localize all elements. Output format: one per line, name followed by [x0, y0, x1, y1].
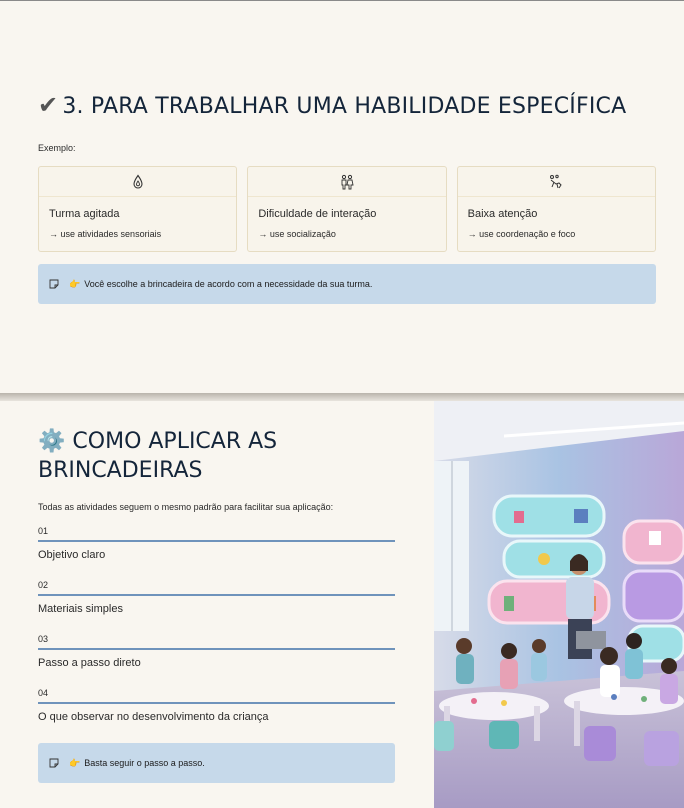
- card-baixa-atencao: [457, 166, 656, 252]
- note-icon: [49, 758, 59, 768]
- example-cards: [38, 166, 656, 252]
- card-dificuldade-interacao: [247, 166, 446, 252]
- note-text: 👉 Você escolhe a brincadeira de acordo com a necessidade da sua turma.: [69, 278, 373, 289]
- slide-title: ⚙️ COMO APLICAR AS BRINCADEIRAS: [38, 429, 278, 483]
- classroom-image: [434, 401, 684, 808]
- gear-icon: ⚙️: [38, 429, 66, 454]
- step-label: Objetivo claro: [38, 549, 106, 561]
- example-label: Exemplo:: [38, 143, 76, 153]
- step-item: [38, 688, 395, 723]
- step-item: [38, 580, 395, 615]
- slide-como-aplicar: [0, 401, 684, 808]
- step-label: Materiais simples: [38, 603, 123, 615]
- step-number: 02: [38, 580, 49, 590]
- pointing-hand-icon: 👉: [69, 757, 81, 768]
- card-title: Baixa atenção: [467, 208, 538, 220]
- card-subtitle: → use socialização: [258, 229, 336, 239]
- card-title: Turma agitada: [49, 208, 120, 220]
- pointing-hand-icon: 👉: [69, 278, 81, 289]
- slide-habilidade: [0, 0, 684, 393]
- step-label: O que observar no desenvolvimento da criança: [38, 711, 269, 723]
- check-mark-icon: ✔: [38, 91, 59, 119]
- note-callout: [38, 264, 656, 304]
- droplet-icon: [130, 174, 146, 190]
- step-number: 01: [38, 526, 49, 536]
- step-divider: [38, 648, 395, 650]
- slide-title: ✔ 3. PARA TRABALHAR UMA HABILIDADE ESPECÍFICA: [38, 91, 627, 119]
- step-item: [38, 526, 395, 561]
- step-divider: [38, 702, 395, 704]
- note-icon: [49, 279, 59, 289]
- intro-text: Todas as atividades seguem o mesmo padrão para facilitar sua aplicação:: [38, 502, 334, 512]
- juggling-icon: [548, 174, 564, 190]
- note-callout: [38, 743, 395, 783]
- step-item: [38, 634, 395, 669]
- card-turma-agitada: [38, 166, 237, 252]
- step-divider: [38, 594, 395, 596]
- card-title: Dificuldade de interação: [258, 208, 377, 220]
- slide-divider: [0, 393, 684, 401]
- step-number: 03: [38, 634, 49, 644]
- step-label: Passo a passo direto: [38, 657, 141, 669]
- step-number: 04: [38, 688, 49, 698]
- people-icon: [339, 174, 355, 190]
- card-subtitle: → use coordenação e foco: [467, 229, 576, 239]
- classroom-illustration: [434, 401, 684, 808]
- card-subtitle: → use atividades sensoriais: [49, 229, 162, 239]
- note-text: 👉 Basta seguir o passo a passo.: [69, 757, 205, 768]
- step-divider: [38, 540, 395, 542]
